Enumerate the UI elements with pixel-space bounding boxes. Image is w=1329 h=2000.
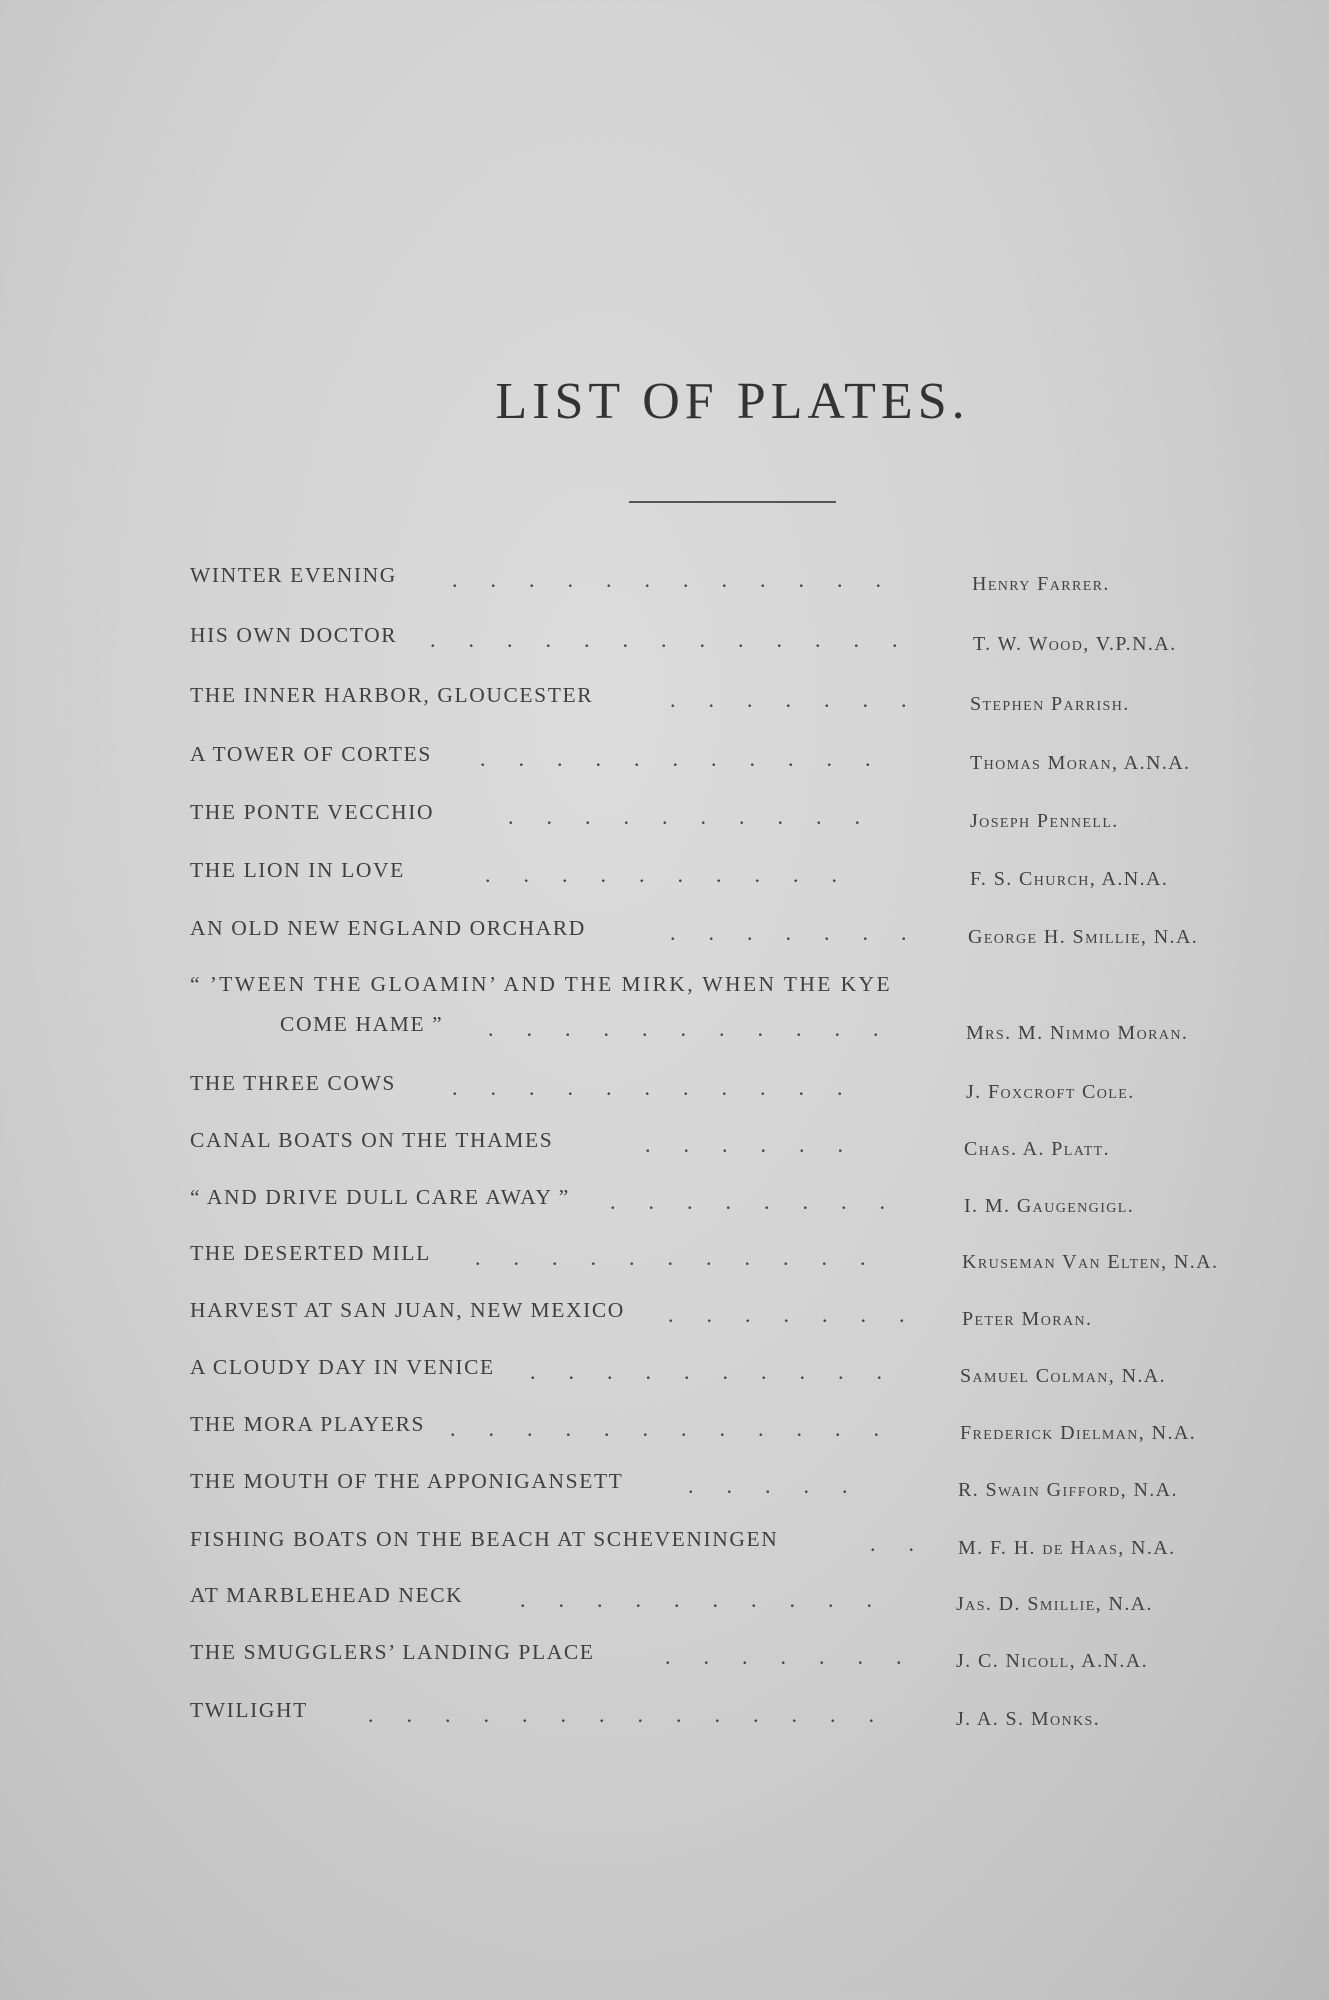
plate-title: THE DESERTED MILL: [190, 1241, 431, 1265]
plate-entry: [190, 1185, 1270, 1225]
plate-artist: Chas. A. Platt.: [964, 1138, 1111, 1160]
plate-entry: [190, 1527, 1270, 1567]
plate-title: HARVEST AT SAN JUAN, NEW MEXICO: [190, 1298, 625, 1322]
plate-entry: [190, 972, 1270, 1052]
plate-title: THE INNER HARBOR, GLOUCESTER: [190, 683, 594, 707]
plate-entry: [190, 1698, 1270, 1738]
leader-dots: . . . . . . . . . . . . .: [430, 627, 898, 647]
plate-entry: [190, 1298, 1270, 1338]
plate-artist: F. S. Church, A.N.A.: [970, 868, 1169, 890]
plate-artist: T. W. Wood, V.P.N.A.: [973, 633, 1177, 655]
plate-artist: Samuel Colman, N.A.: [960, 1365, 1167, 1387]
leader-dots: . . . . . . .: [668, 1302, 905, 1322]
plate-title: AT MARBLEHEAD NECK: [190, 1583, 464, 1607]
plate-title: TWILIGHT: [190, 1698, 308, 1722]
plate-entry: [190, 1128, 1270, 1168]
plate-title: THE SMUGGLERS’ LANDING PLACE: [190, 1640, 595, 1664]
plate-artist: George H. Smillie, N.A.: [968, 926, 1199, 948]
plate-artist: J. Foxcroft Cole.: [966, 1081, 1135, 1103]
plate-artist: Kruseman Van Elten, N.A.: [962, 1251, 1219, 1273]
leader-dots: . . . . . . .: [665, 1644, 902, 1664]
plate-entry: [190, 916, 1270, 956]
leader-dots: . . . . . . .: [670, 920, 907, 940]
plate-title: CANAL BOATS ON THE THAMES: [190, 1128, 554, 1152]
plate-entry: [190, 1412, 1270, 1452]
plate-entry: [190, 563, 1270, 603]
leader-dots: . . . . . . . . . .: [485, 862, 837, 882]
plate-entry: [190, 1640, 1270, 1680]
plate-title: THE THREE COWS: [190, 1071, 396, 1095]
leader-dots: . . . . . . . . . . . .: [452, 567, 881, 587]
plate-artist: Henry Farrer.: [972, 573, 1110, 595]
plate-entry: [190, 1355, 1270, 1395]
plate-entry: [190, 800, 1270, 840]
plate-artist: I. M. Gaugengigl.: [964, 1195, 1135, 1217]
plate-artist: J. A. S. Monks.: [956, 1708, 1101, 1730]
plate-entry: [190, 742, 1270, 782]
plate-artist: Joseph Pennell.: [970, 810, 1119, 832]
plate-title: THE LION IN LOVE: [190, 858, 405, 882]
leader-dots: . . . . . . . . . . .: [452, 1075, 843, 1095]
plate-entry: [190, 858, 1270, 898]
plate-artist: Thomas Moran, A.N.A.: [970, 752, 1191, 774]
plate-title: WINTER EVENING: [190, 563, 397, 587]
plate-entry: [190, 1583, 1270, 1623]
plate-title: THE MOUTH OF THE APPONIGANSETT: [190, 1469, 624, 1493]
plate-artist: Jas. D. Smillie, N.A.: [956, 1593, 1153, 1615]
plate-title: HIS OWN DOCTOR: [190, 623, 398, 647]
leader-dots: . . . . . . . . . . .: [480, 746, 871, 766]
leader-dots: . . . . . . . .: [610, 1189, 885, 1209]
leader-dots: . . . . . . . . . . .: [475, 1245, 866, 1265]
leader-dots: . . . . . . . . . . .: [488, 1016, 879, 1036]
plate-entry: [190, 623, 1270, 663]
plate-title: “ AND DRIVE DULL CARE AWAY ”: [190, 1185, 570, 1209]
plate-title: FISHING BOATS ON THE BEACH AT SCHEVENINGEN: [190, 1527, 779, 1551]
plate-entry: [190, 683, 1270, 723]
plate-title: A TOWER OF CORTES: [190, 742, 432, 766]
plate-title: A CLOUDY DAY IN VENICE: [190, 1355, 495, 1379]
plate-title: THE PONTE VECCHIO: [190, 800, 435, 824]
plate-artist: Peter Moran.: [962, 1308, 1093, 1330]
plate-artist: Frederick Dielman, N.A.: [960, 1422, 1197, 1444]
plate-entry: [190, 1241, 1270, 1281]
plate-artist: M. F. H. de Haas, N.A.: [958, 1537, 1176, 1559]
leader-dots: . . . . .: [688, 1473, 848, 1493]
leader-dots: . . . . . .: [645, 1132, 843, 1152]
leader-dots: . . . . . . . . . . . .: [450, 1416, 879, 1436]
leader-dots: . . . . . . . . . . . . . .: [368, 1702, 874, 1722]
leader-dots: . .: [870, 1531, 914, 1551]
plate-title-line1: “ ’TWEEN THE GLOAMIN’ AND THE MIRK, WHEN THE KYE: [190, 972, 892, 996]
page-title: LIST OF PLATES.: [495, 373, 970, 430]
plate-title: AN OLD NEW ENGLAND ORCHARD: [190, 916, 586, 940]
plate-artist: J. C. Nicoll, A.N.A.: [956, 1650, 1149, 1672]
plate-entry: [190, 1071, 1270, 1111]
plate-artist: R. Swain Gifford, N.A.: [958, 1479, 1178, 1501]
plate-title: COME HAME ”: [280, 1012, 444, 1036]
leader-dots: . . . . . . .: [670, 687, 907, 707]
leader-dots: . . . . . . . . . .: [508, 804, 860, 824]
leader-dots: . . . . . . . . . .: [520, 1587, 872, 1607]
leader-dots: . . . . . . . . . .: [530, 1359, 882, 1379]
plate-artist: Mrs. M. Nimmo Moran.: [966, 1022, 1189, 1044]
plate-entry: [190, 1469, 1270, 1509]
plate-artist: Stephen Parrish.: [970, 693, 1130, 715]
plate-title: THE MORA PLAYERS: [190, 1412, 426, 1436]
